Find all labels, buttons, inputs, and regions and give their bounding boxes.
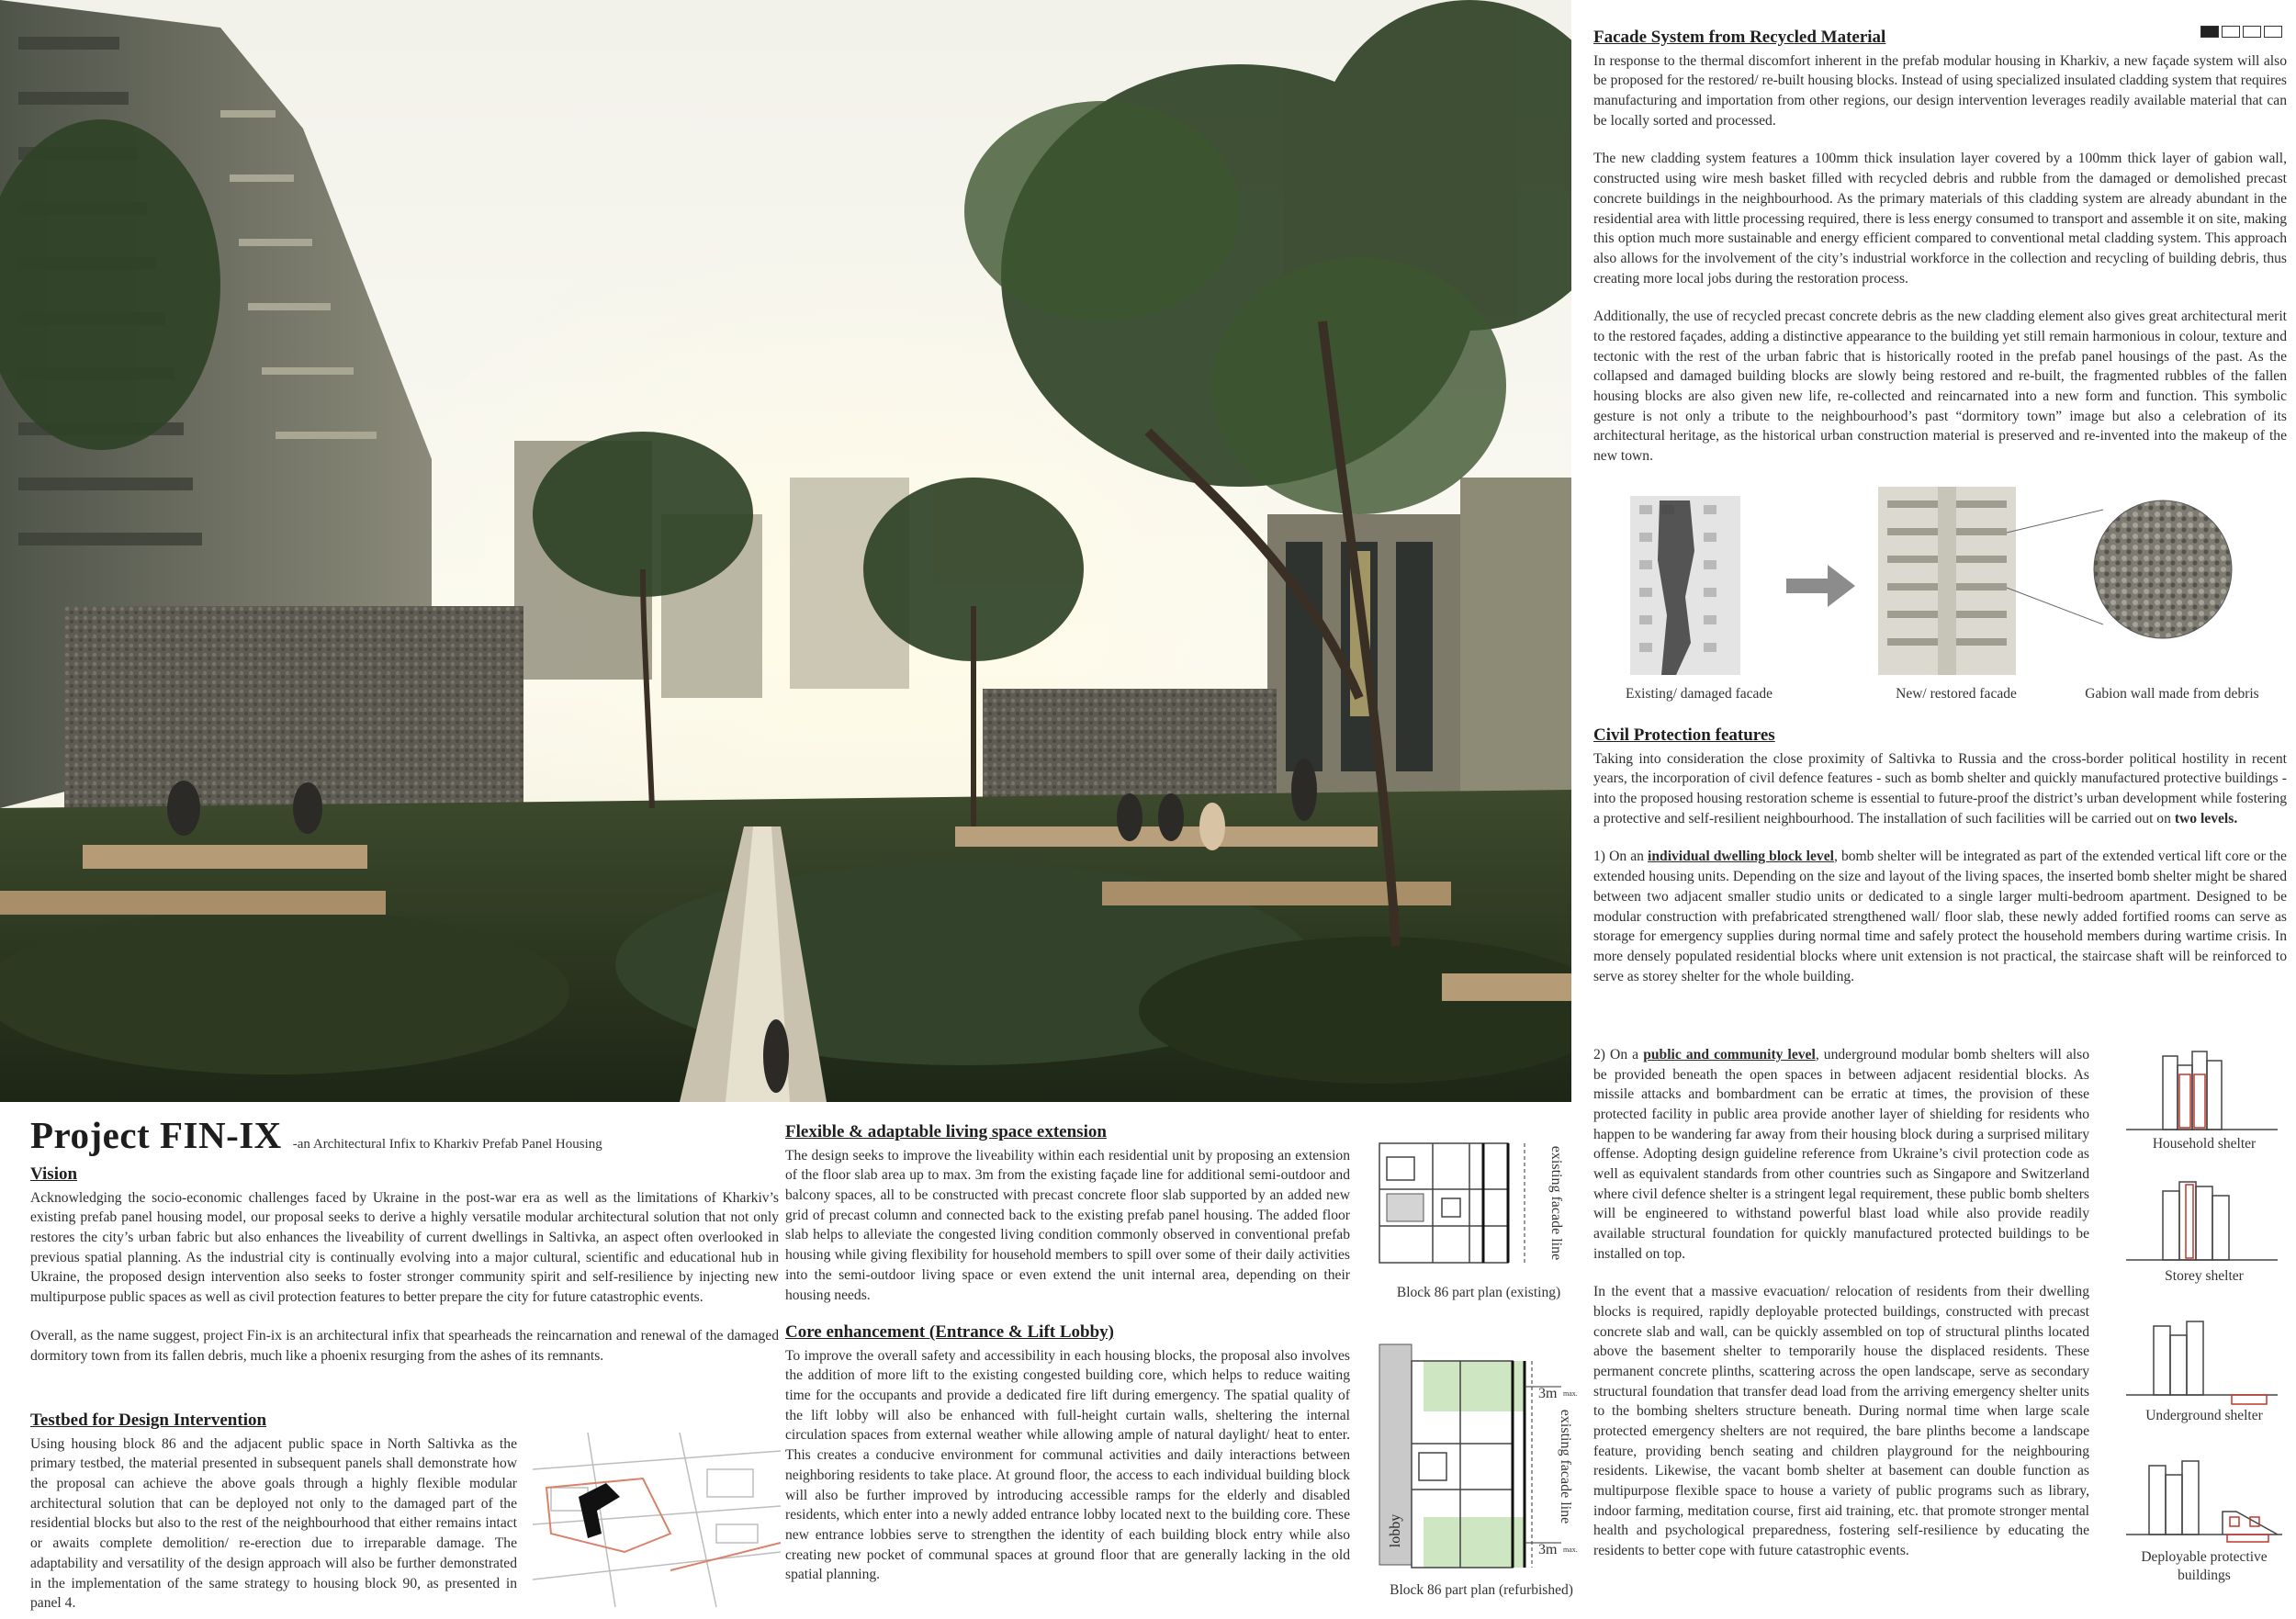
civil-heading: Civil Protection features bbox=[1593, 725, 1775, 745]
household-shelter-caption: Household shelter bbox=[2152, 1136, 2257, 1152]
vision-heading: Vision bbox=[30, 1164, 78, 1184]
facade-comparison-diagram bbox=[1603, 478, 2287, 684]
civil-intro-text: Taking into consideration the close proximity of Saltivka to Russia and the cross-border political hostility in recent years, the incorporation of civil defence features - such as bomb shelter and quickly manufactured protective buildings - into the proposed housing restoration scheme is essential to future-proof the district’s urban development while fostering a protective and self-resilient neighbourhood. The installation of such facilities will be carried out on bbox=[1593, 750, 2287, 826]
facade-caption-gabion: Gabion wall made from debris bbox=[2085, 686, 2259, 702]
dim-max-top: max. bbox=[1563, 1389, 1578, 1398]
testbed-heading: Testbed for Design Intervention bbox=[30, 1411, 267, 1430]
civil-intro bbox=[1593, 749, 2287, 829]
civil-community-section bbox=[1593, 1045, 2089, 1561]
dim-3m-bottom: 3m bbox=[1538, 1542, 1558, 1557]
vision-paragraph-1: Acknowledging the socio-economic challenges faced by Ukraine in the post-war era as well as the limitations of Kharkiv’s existing prefab panel housing model, our proposal seeks to derive a highly versatile modular architectural solution that not only restores the city’s urban fabric but also enhances the liveability of current dwellings in Saltivka, an aspect often overlooked in previous spatial planning. As the industrial city is continually evolving into a major cultural, scientific and educational hub in Ukraine, the proposed design intervention also seeks to foster stronger community spirit and self-resilience by injecting new multipurpose public spaces as well as civil protection features to better prepare the city for future catastrophic events. bbox=[30, 1189, 779, 1306]
site-plan-diagram bbox=[533, 1433, 781, 1607]
facade-heading: Facade System from Recycled Material bbox=[1593, 28, 1886, 47]
facade-section bbox=[1593, 28, 2287, 467]
dim-3m-top: 3m bbox=[1538, 1386, 1558, 1401]
core-section bbox=[785, 1322, 1350, 1585]
core-heading: Core enhancement (Entrance & Lift Lobby) bbox=[785, 1322, 1114, 1342]
civil-section bbox=[1593, 725, 2287, 986]
civil-level-2-term: public and community level bbox=[1643, 1047, 1816, 1062]
flexible-paragraph: The design seeks to improve the liveability within each residential unit by proposing an extension of the floor slab area up to max. 3m from the existing façade line for additional semi-outdoor and balcony spaces, all to be constructed with precast concrete floor slab supported by an added new grid of precast column and connected back to the existing prefab panel housing. The added floor slab helps to alleviate the congested living condition commonly observed in conventional prefab housing while giving flexibility for household members to spill over some of their daily activities into the semi-outdoor living space or even extend the unit internal area, depending on their housing needs. bbox=[785, 1147, 1350, 1303]
vision-section bbox=[30, 1164, 779, 1366]
storey-shelter-diagram bbox=[2122, 1177, 2287, 1269]
existing-facade-line-label: existing facade line bbox=[1548, 1145, 1564, 1261]
testbed-paragraph: Using housing block 86 and the adjacent public space in North Saltivka as the primary testbed, the material presented in subsequent panels shall demonstrate how the proposal can achieve the above goals through a highly flexible modular architectural solution that can be deployed not only to the damaged part of the residential blocks but also to the rest of the neighbourhood that either remains intact or awaits complete demolition/ re-erection due to irreparable damage. The adaptability and versatility of the design approach will also be further demonstrated in the implementation of the same strategy to housing block 90, as presented in panel 4. bbox=[30, 1435, 517, 1612]
testbed-section bbox=[30, 1411, 517, 1613]
title-row bbox=[30, 1113, 602, 1157]
project-title: Project FIN-IX bbox=[30, 1114, 282, 1156]
deployable-buildings-caption: Deployable protective buildings bbox=[2141, 1549, 2268, 1584]
facade-paragraph-1: In response to the thermal discomfort inherent in the prefab modular housing in Kharkiv, a new façade system will also be proposed for the restored/ re-built housing blocks. Instead of using specialized insulated cladding system that requires manufacturing and importation from other regions, our design intervention leverages readily available material that can be locally sorted and processed. bbox=[1593, 52, 2287, 129]
civil-evacuation: In the event that a massive evacuation/ relocation of residents from their dwelling blocks is required, rapidly deployable protected buildings, constructed with precast concrete slab and wall, can be quickly assembled on top of structural plinths located above the basement shelter to temporarily house the displaced residents. These permanent concrete plinths, scattering across the open landscape, serve as secondary structural foundation that transfer dead load from the arriving emergency shelter units to the bombing shelters structure beneath. During normal time when large scale protected emergency shelters are not required, the bare plinths become a landscape feature, providing bench seating and children playground for the neighbouring residents. Likewise, the vacant bomb shelter at basement can double function as multipurpose flexible space to house a variety of public programs such as library, indoor farming, meditation course, first aid training, etc. that promote stronger mental health and psychological preparedness, fostering self-resilience by educating the residents to better cope with future catastrophic events. bbox=[1593, 1284, 2089, 1559]
household-shelter-diagram bbox=[2122, 1047, 2287, 1139]
deployable-buildings-diagram bbox=[2122, 1456, 2287, 1548]
lobby-label: lobby bbox=[1388, 1513, 1403, 1548]
facade-caption-existing: Existing/ damaged facade bbox=[1625, 686, 1773, 702]
flexible-section bbox=[785, 1122, 1350, 1305]
hero-render-image bbox=[0, 0, 1571, 1102]
refurbished-facade-line-label: existing facade line bbox=[1558, 1409, 1573, 1524]
flexible-heading: Flexible & adaptable living space extension bbox=[785, 1122, 1107, 1141]
facade-paragraph-2: The new cladding system features a 100mm thick insulation layer covered by a 100mm thick layer of gabion wall, constructed using wire mesh basket filled with recycled debris and rubble from the damaged or demolished precast concrete buildings in the neighbourhood. As the primary materials of this cladding system are already abundant in the residential area with little processing required, there is less energy consumed to transport and assemble it on site, making this option much more sustainable and energy efficient compared to conventional metal cladding system. This approach also allows for the involvement of the city’s industrial workforce in the collection and recycling of building debris, thus creating more local jobs during the restoration process. bbox=[1593, 151, 2287, 287]
facade-caption-new: New/ restored facade bbox=[1896, 686, 2017, 702]
civil-level-1-text: , bomb shelter will be integrated as part of the extended vertical lift core or the extended housing units. Depending on the size and layout of the living spaces, the inserted bomb shelter might be shared between two adjacent smaller studio units or dedicated to a single larger multi-bedroom apartment. Designed to be modular construction with prefabricated strengthened wall/ floor slab, these newly added fortified rooms can serve as storage for emergency supplies during normal time and safely protect the household members during wartime crisis. In more densely populated residential blocks where unit extension is not practical, the staircase shaft will be reinforced to serve as storey shelter for the whole building. bbox=[1593, 849, 2287, 984]
civil-intro-bold: two levels. bbox=[2174, 810, 2238, 826]
project-subtitle: -an Architectural Infix to Kharkiv Prefab Panel Housing bbox=[292, 1137, 602, 1152]
civil-level-1-prefix: 1) On an bbox=[1593, 849, 1644, 865]
civil-level-2-text: , underground modular bomb shelters will also be provided beneath the open spaces in between adjacent residential blocks. As missile attacks and bombardment can be erratic at times, the provision of these protected facility in public area provide another layer of shielding for residents who happen to be wandering far away from their housing block during a surprised military offense. Adopting design guideline reference from Ukraine’s civil protection code as well as equivalent standards from other countries such as Singapore and Switzerland where civil defence shelter is a stringent legal requirement, these public bomb shelters will be engineered to withstand powerful blast load while also provide readily available structural foundation for quickly manufactured protected buildings to be installed on top. bbox=[1593, 1047, 2089, 1262]
existing-plan-caption: Block 86 part plan (existing) bbox=[1396, 1285, 1561, 1300]
facade-paragraph-3: Additionally, the use of recycled precast concrete debris as the new cladding element also gives great architectural merit to the restored façades, adding a distinctive appearance to the building yet still remain harmonious in colour, texture and tectonic with the rest of the urban fabric that is historically rooted in the prefab panel housings of the past. As the collapsed and damaged building blocks are slowly being restored and re-built, the fragmented rubbles of the fallen housing blocks are also given new life, re-collected and reincarnated into a new form and function. This symbolic gesture is not only a tribute to the neighbourhood’s past “dormitory town” image but also a celebration of its architectural heritage, as the historical urban construction material is preserved and re-invented into the makeup of the new town. bbox=[1593, 309, 2287, 464]
civil-level-1 bbox=[1593, 847, 2287, 986]
civil-level-2 bbox=[1593, 1045, 2089, 1264]
civil-level-1-term: individual dwelling block level bbox=[1648, 849, 1834, 865]
civil-level-2-prefix: 2) On a bbox=[1593, 1047, 1639, 1062]
refurbished-plan-drawing bbox=[1378, 1343, 1584, 1577]
dim-max-bottom: max. bbox=[1563, 1546, 1578, 1554]
storey-shelter-caption: Storey shelter bbox=[2165, 1268, 2244, 1284]
underground-shelter-diagram bbox=[2122, 1317, 2287, 1409]
core-paragraph: To improve the overall safety and accessibility in each housing blocks, the proposal also involves the addition of more lift to the existing congested building core, which helps to reduce waiting time for the occupants and provide a dedicated fire lift during emergency. The spatial quality of the lift lobby will also be enhanced with full-height curtain walls, sheltering the internal circulation spaces from external weather while allowing ample of natural daylight/ heat to enter. This creates a conducive environment for communal activities and daily interactions between neighboring residents to take place. At ground floor, the access to each individual building block will also be further improved by introducing accessible ramps for the elderly and disabled residents, which enter into a newly added entrance lobby located next to the building core. These new entrance lobbies serve to strengthen the identity of each building block entry while also creating new pocket of communal spaces at ground floor that are generally lacking in the old spatial planning. bbox=[785, 1347, 1350, 1583]
vision-paragraph-2: Overall, as the name suggest, project Fin-ix is an architectural infix that spearheads the reincarnation and renewal of the damaged dormitory town from its fallen debris, much like a phoenix resurging from the ashes of its remnants. bbox=[30, 1327, 779, 1364]
underground-shelter-caption: Underground shelter bbox=[2145, 1408, 2263, 1423]
refurbished-plan-caption: Block 86 part plan (refurbished) bbox=[1390, 1582, 1573, 1598]
existing-plan-drawing bbox=[1378, 1139, 1580, 1276]
